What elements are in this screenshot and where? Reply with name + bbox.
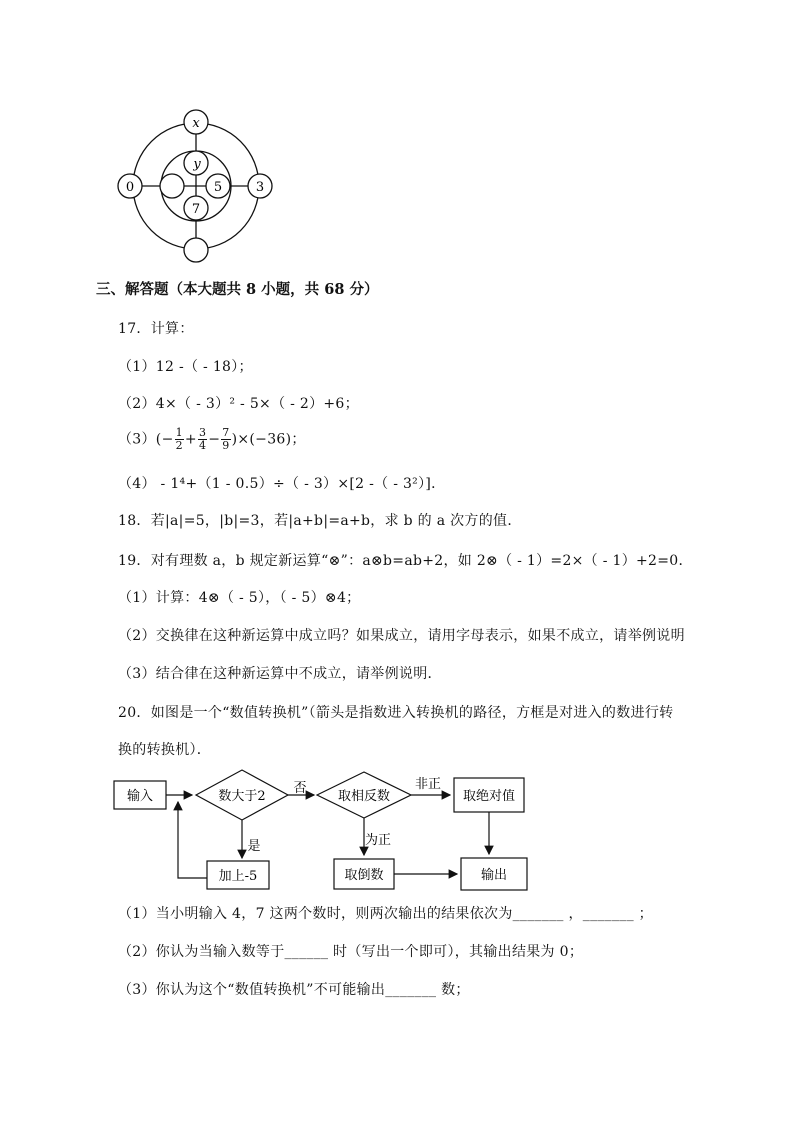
q20-part3: （3）你认为这个“数值转换机”不可能输出_______ 数； — [118, 982, 470, 998]
q19-part3: （3）结合律在这种新运算中不成立，请举例说明． — [118, 666, 442, 682]
node-top-label: x — [192, 116, 200, 131]
node-inner-top-label: y — [193, 157, 201, 172]
q17-part3-suffix: )×(−36)； — [231, 431, 306, 448]
q19-part1: （1）计算：4⊗（ - 5），（ - 5）⊗4； — [118, 590, 361, 606]
fraction-2: $\frac{3}{4}$ — [198, 426, 207, 452]
flow-negate-label: 取相反数 — [337, 789, 391, 804]
q20-part2: （2）你认为当输入数等于______ 时（写出一个即可），其输出结果为 0； — [118, 944, 584, 960]
flow-no-label: 否 — [293, 781, 307, 796]
q17-part1: （1）12 -（ - 18）； — [118, 359, 253, 375]
flowchart — [112, 766, 532, 896]
flow-reciprocal-label: 取倒数 — [344, 868, 384, 883]
q17-part4: （4） - 1⁴+（1 - 0.5）÷（ - 3）×[2 -（ - 3²）]． — [118, 476, 446, 492]
fraction-3: $\frac{7}{9}$ — [222, 426, 230, 452]
q17-part3-prefix: （3）(− — [118, 431, 174, 448]
q18-text: 18．若|a|=5，|b|=3，若|a+b|=a+b，求 b 的 a 次方的值． — [118, 513, 522, 529]
node-right-label: 3 — [255, 180, 265, 195]
node-bottom — [184, 238, 208, 262]
node-inner-left — [160, 174, 184, 198]
q17-part3: （3）(− $\frac{1}{2}$ + $\frac{3}{4}$ − $\frac{7}{9}$ )×(−36)； — [118, 426, 306, 452]
flow-yes-label: 是 — [247, 839, 261, 854]
flow-add-label: 加上-5 — [218, 869, 258, 884]
node-left-label: 0 — [125, 180, 135, 195]
section-title: 三、解答题（本大题共 8 小题，共 68 分） — [96, 281, 379, 298]
q19-stem: 19．对有理数 a，b 规定新运算“⊗”：a⊗b=ab+2，如 2⊗（ - 1）=2×（ - 1）+2=0． — [118, 553, 693, 569]
q17-part2: （2）4×（ - 3）² - 5×（ - 2）+6； — [118, 396, 359, 412]
flow-arrow-loop — [178, 802, 207, 878]
fraction-1: $\frac{1}{2}$ — [175, 426, 183, 452]
q20-stem-line1: 20．如图是一个“数值转换机”（箭头是指数进入转换机的路径，方框是对进入的数进行转 — [118, 705, 674, 721]
flow-nonpositive-label: 非正 — [414, 777, 442, 792]
circle-figure — [110, 105, 280, 270]
q19-part2: （2）交换律在这种新运算中成立吗？如果成立，请用字母表示，如果不成立，请举例说明 — [118, 628, 685, 644]
flow-output-label: 输出 — [480, 868, 508, 883]
flow-positive-label: 为正 — [364, 833, 392, 848]
q20-part1: （1）当小明输入 4，7 这两个数时，则两次输出的结果依次为_______ ，_______ ； — [118, 906, 653, 922]
node-inner-right-label: 5 — [213, 180, 223, 195]
flow-input-label: 输入 — [126, 789, 154, 804]
q20-stem-line2: 换的转换机）． — [118, 742, 212, 758]
node-inner-bottom-label: 7 — [191, 202, 201, 217]
q17-stem: 17．计算： — [118, 321, 194, 337]
flow-decision-label: 数大于2 — [218, 789, 266, 804]
flow-absolute-label: 取绝对值 — [462, 789, 516, 804]
